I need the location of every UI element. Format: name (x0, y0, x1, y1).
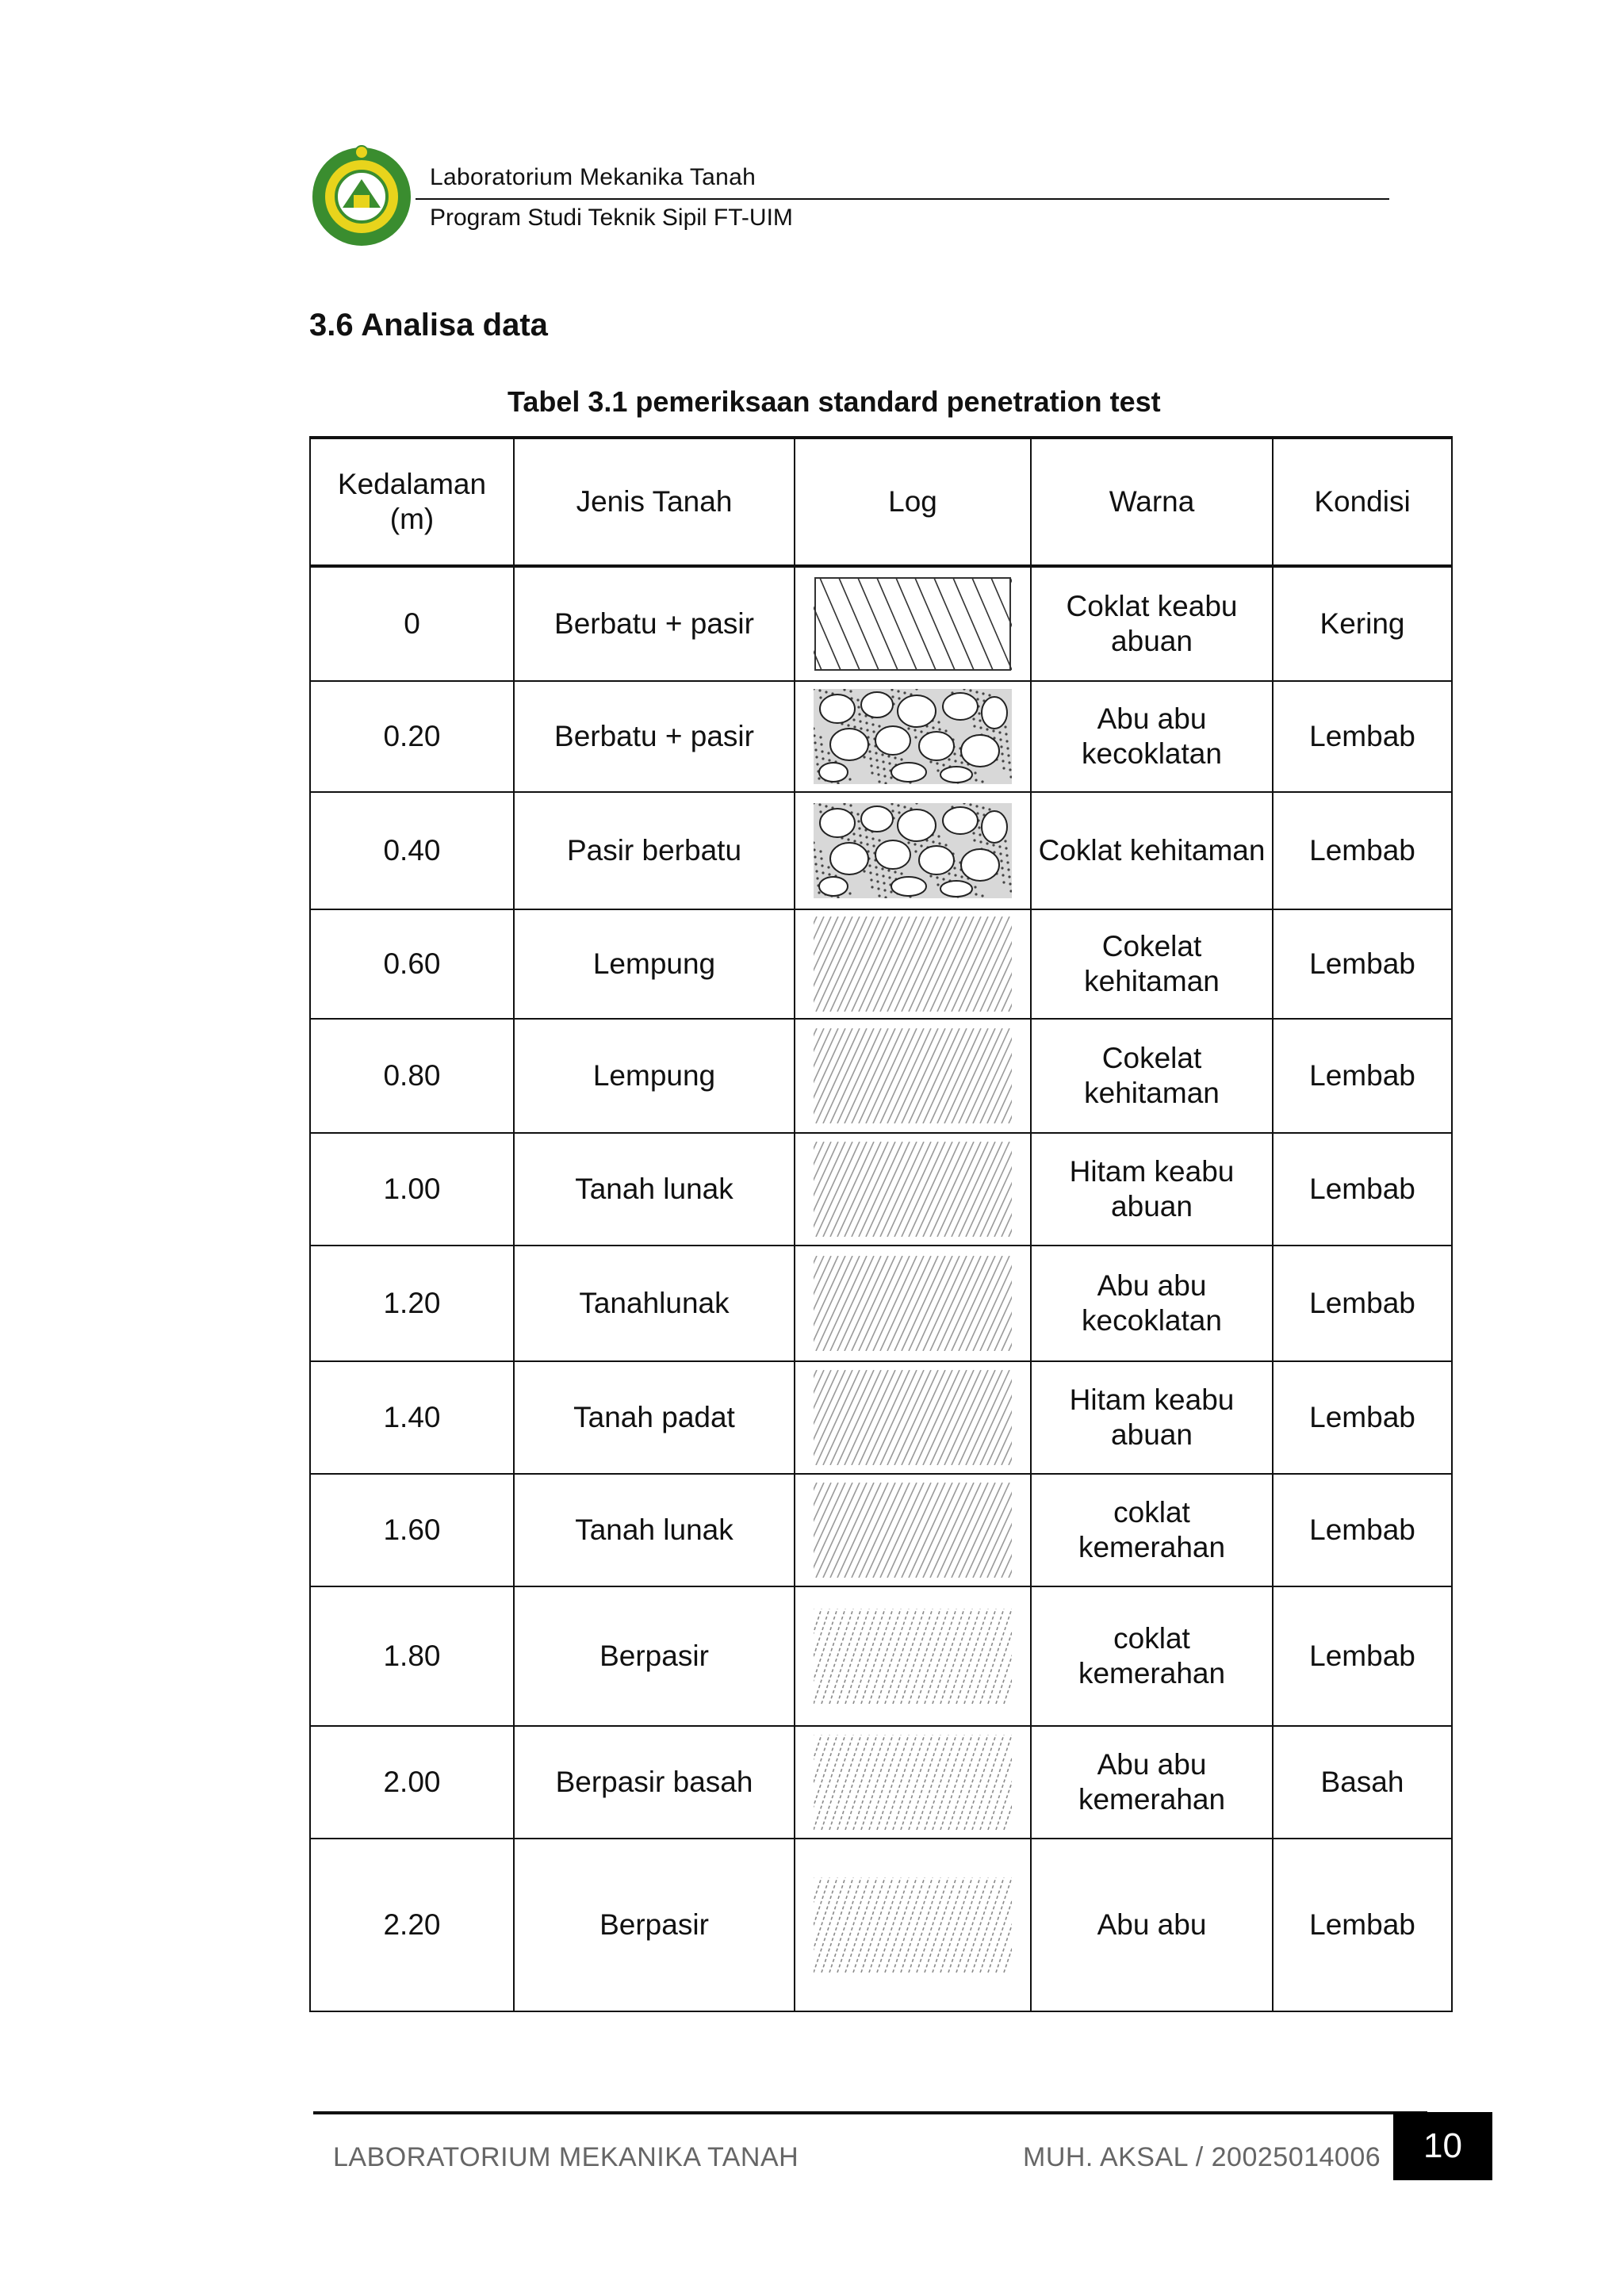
table-row (310, 1246, 1452, 1361)
cell-condition: Lembab (1273, 1474, 1452, 1586)
cell-log (795, 1361, 1031, 1474)
cell-condition: Lembab (1273, 681, 1452, 792)
table-header-row (310, 438, 1452, 566)
cell-log (795, 792, 1031, 909)
cell-depth: 1.20 (310, 1246, 514, 1361)
soil-log-pattern-icon (795, 1370, 1030, 1465)
cell-log (795, 1586, 1031, 1726)
cell-depth: 2.00 (310, 1726, 514, 1839)
cell-soil: Tanah lunak (514, 1474, 795, 1586)
table-row (310, 1474, 1452, 1586)
cell-log (795, 1019, 1031, 1133)
header-rule (416, 198, 1389, 200)
cell-log (795, 566, 1031, 681)
cell-soil: Pasir berbatu (514, 792, 795, 909)
header-lab-name: Laboratorium Mekanika Tanah (430, 164, 756, 190)
cell-condition: Lembab (1273, 1586, 1452, 1726)
table-row (310, 1019, 1452, 1133)
cell-log (795, 909, 1031, 1019)
soil-log-pattern-icon (795, 1877, 1030, 1973)
col-header-depth: Kedalaman (m) (310, 438, 514, 566)
table-row (310, 681, 1452, 792)
table-row (310, 792, 1452, 909)
table-row (310, 1586, 1452, 1726)
footer-author: MUH. AKSAL / 20025014006 (1023, 2142, 1381, 2172)
cell-color: Hitam keabu abuan (1031, 1133, 1273, 1246)
table-row (310, 566, 1452, 681)
soil-log-pattern-icon (795, 803, 1030, 898)
col-header-log: Log (795, 438, 1031, 566)
cell-log (795, 1133, 1031, 1246)
cell-color: Coklat kehitaman (1031, 792, 1273, 909)
table-row (310, 1726, 1452, 1839)
cell-soil: Lempung (514, 909, 795, 1019)
cell-soil: Berbatu + pasir (514, 681, 795, 792)
university-logo-icon (308, 144, 416, 247)
cell-log (795, 681, 1031, 792)
cell-depth: 0 (310, 566, 514, 681)
cell-soil: Tanahlunak (514, 1246, 795, 1361)
soil-log-pattern-icon (795, 1483, 1030, 1578)
cell-soil: Berpasir (514, 1586, 795, 1726)
cell-depth: 1.80 (310, 1586, 514, 1726)
cell-log (795, 1246, 1031, 1361)
cell-condition: Basah (1273, 1726, 1452, 1839)
col-header-soil: Jenis Tanah (514, 438, 795, 566)
cell-depth: 2.20 (310, 1839, 514, 2011)
cell-depth: 1.00 (310, 1133, 514, 1246)
cell-log (795, 1839, 1031, 2011)
cell-depth: 0.40 (310, 792, 514, 909)
soil-log-pattern-icon (795, 1256, 1030, 1351)
soil-log-pattern-icon (795, 1609, 1030, 1704)
cell-color: Cokelat kehitaman (1031, 909, 1273, 1019)
cell-condition: Lembab (1273, 1019, 1452, 1133)
table-row (310, 1361, 1452, 1474)
page-number: 10 (1393, 2112, 1492, 2180)
cell-color: Cokelat kehitaman (1031, 1019, 1273, 1133)
cell-color: Abu abu kemerahan (1031, 1726, 1273, 1839)
cell-soil: Tanah lunak (514, 1133, 795, 1246)
col-header-condition: Kondisi (1273, 438, 1452, 566)
cell-log (795, 1726, 1031, 1839)
table-row (310, 909, 1452, 1019)
soil-log-pattern-icon (795, 1735, 1030, 1830)
spt-table (309, 436, 1453, 2012)
section-title: 3.6 Analisa data (309, 308, 548, 342)
cell-color: Abu abu kecoklatan (1031, 1246, 1273, 1361)
soil-log-pattern-icon (795, 1028, 1030, 1123)
cell-condition: Lembab (1273, 792, 1452, 909)
cell-color: Abu abu (1031, 1839, 1273, 2011)
cell-depth: 0.60 (310, 909, 514, 1019)
cell-color: Hitam keabu abuan (1031, 1361, 1273, 1474)
table-caption: Tabel 3.1 pemeriksaan standard penetration test (508, 385, 1161, 418)
cell-condition: Lembab (1273, 1133, 1452, 1246)
soil-log-pattern-icon (795, 1142, 1030, 1237)
cell-depth: 0.20 (310, 681, 514, 792)
soil-log-pattern-icon (795, 576, 1030, 672)
cell-soil: Tanah padat (514, 1361, 795, 1474)
cell-soil: Lempung (514, 1019, 795, 1133)
cell-condition: Lembab (1273, 1839, 1452, 2011)
cell-condition: Kering (1273, 566, 1452, 681)
header-program: Program Studi Teknik Sipil FT-UIM (430, 205, 793, 231)
cell-condition: Lembab (1273, 1246, 1452, 1361)
cell-color: coklat kemerahan (1031, 1474, 1273, 1586)
soil-log-pattern-icon (795, 916, 1030, 1012)
table-row (310, 1133, 1452, 1246)
cell-depth: 1.60 (310, 1474, 514, 1586)
cell-soil: Berbatu + pasir (514, 566, 795, 681)
cell-color: Coklat keabu abuan (1031, 566, 1273, 681)
cell-condition: Lembab (1273, 1361, 1452, 1474)
cell-color: Abu abu kecoklatan (1031, 681, 1273, 792)
table-row (310, 1839, 1452, 2011)
cell-condition: Lembab (1273, 909, 1452, 1019)
soil-log-pattern-icon (795, 689, 1030, 784)
cell-soil: Berpasir basah (514, 1726, 795, 1839)
col-header-color: Warna (1031, 438, 1273, 566)
cell-depth: 1.40 (310, 1361, 514, 1474)
cell-color: coklat kemerahan (1031, 1586, 1273, 1726)
cell-soil: Berpasir (514, 1839, 795, 2011)
footer-lab-name: LABORATORIUM MEKANIKA TANAH (333, 2142, 799, 2172)
cell-depth: 0.80 (310, 1019, 514, 1133)
cell-log (795, 1474, 1031, 1586)
footer-rule (313, 2111, 1427, 2114)
